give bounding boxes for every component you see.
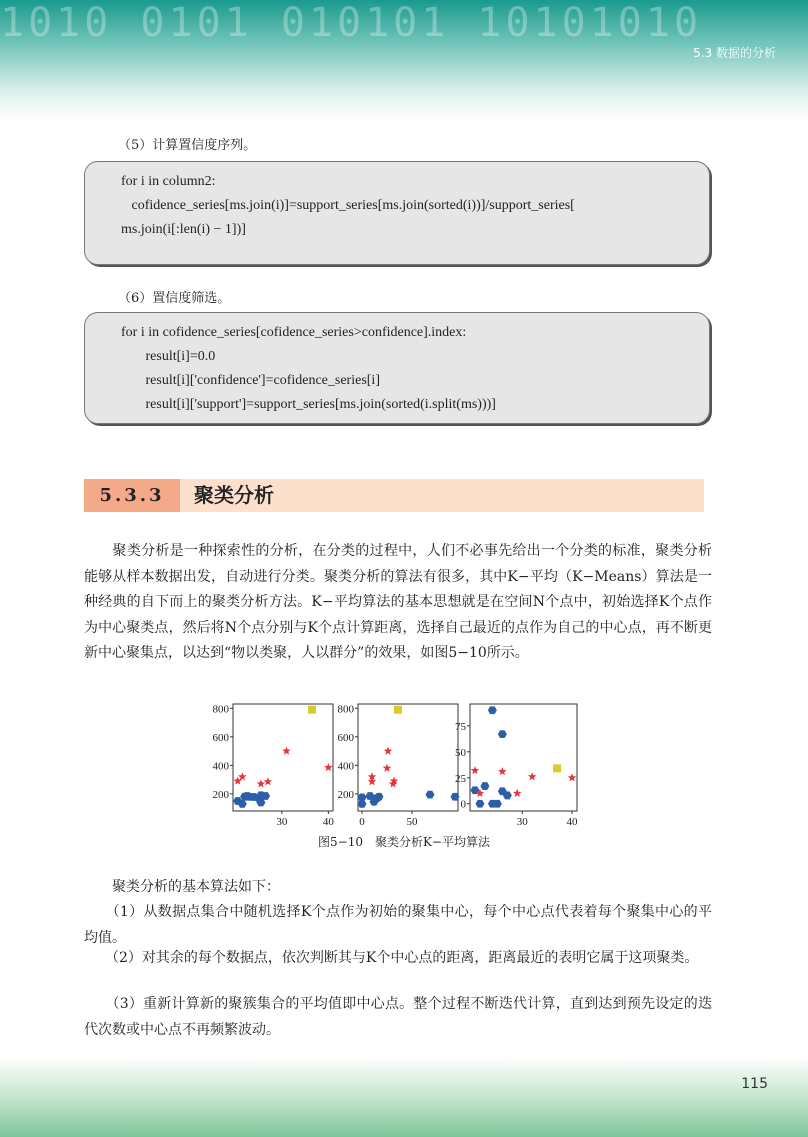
algorithm-intro: 聚类分析的基本算法如下： (84, 879, 280, 895)
code-line: result[i]['confidence']=cofidence_series[i] (121, 373, 380, 388)
section-number: 5.3.3 (84, 479, 180, 512)
scatter-panel-3 (455, 704, 578, 828)
y-tick-label: 25 (455, 772, 466, 785)
running-section-title: 5.3 数据的分析 (693, 46, 776, 60)
binary-watermark: 1010 0101 010101 10101010 (0, 0, 703, 46)
scatter-panel-1 (213, 703, 335, 828)
page-number: 115 (741, 1076, 768, 1092)
algorithm-step-1: （1）从数据点集合中随机选择K个点作为初始的聚集中心，每个中心点代表着每个聚集中心的平均值。 (84, 904, 712, 946)
x-tick-label: 40 (566, 816, 578, 828)
step-5-label: （5）计算置信度序列。 (118, 138, 257, 153)
x-tick-label: 40 (322, 816, 334, 828)
y-tick-label: 75 (455, 720, 466, 733)
y-tick-label: 800 (337, 703, 354, 716)
y-tick-label: 0 (460, 798, 466, 811)
code-line: result[i]=0.0 (121, 349, 216, 364)
x-tick-label: 50 (406, 816, 418, 828)
point-center (394, 706, 402, 714)
algorithm-step-2: （2）对其余的每个数据点，依次判断其与K个中心点的距离，距离最近的表明它属于这项聚类。 (84, 950, 699, 966)
code-line: result[i]['support']=support_series[ms.join(sorted(i.split(ms)))] (121, 397, 496, 412)
x-tick-label: 30 (516, 816, 528, 828)
code-line: ms.join(i[:len(i) − 1])] (121, 222, 246, 237)
page-footer-banner (0, 1057, 808, 1137)
figure-caption: 图5−10 聚类分析K−平均算法 (318, 835, 490, 849)
code-line: cofidence_series[ms.join(i)]=support_series[ms.join(sorted(i))]/support_series[ (121, 198, 575, 213)
scatter-panel-2 (338, 703, 460, 828)
code-block-2 (84, 312, 710, 424)
algorithm-step-3: （3）重新计算新的聚簇集合的平均值即中心点。整个过程不断迭代计算，直到达到预先设定的迭代次数或中心点不再频繁波动。 (84, 996, 712, 1038)
section-title: 聚类分析 (194, 483, 274, 507)
code-line: for i in column2: (121, 174, 216, 189)
y-tick-label: 400 (337, 760, 354, 773)
y-tick-label: 400 (212, 760, 229, 773)
point-center (308, 706, 316, 714)
point-center (553, 764, 561, 772)
y-tick-label: 200 (337, 788, 354, 801)
y-tick-label: 50 (455, 746, 466, 759)
x-tick-label: 0 (359, 816, 365, 828)
kmeans-figure (200, 698, 590, 828)
page-header-banner (0, 0, 808, 120)
code-line: for i in cofidence_series[cofidence_series>confidence].index: (121, 325, 467, 340)
y-tick-label: 600 (212, 731, 229, 744)
y-tick-label: 600 (337, 731, 354, 744)
x-tick-label: 30 (276, 816, 288, 828)
plot-frame (470, 704, 577, 811)
y-tick-label: 800 (212, 703, 229, 716)
step-6-label: （6）置信度筛选。 (118, 291, 231, 306)
intro-paragraph: 聚类分析是一种探索性的分析，在分类的过程中，人们不必事先给出一个分类的标准，聚类分析能够从样本数据出发，自动进行分类。聚类分析的算法有很多，其中K−平均（K−Means）算法是一种经典的自下而上的聚类分析方法。K−平均算法的基本思想就是在空间N个点中，初始选择K个点作为中心聚类点，然后将N个点分别与K个点计算距离，选择自己最近的点作为自己的中心点，再不断更新中心聚集点，以达到“物以类聚，人以群分”的效果，如图5−10所示。 (84, 543, 712, 661)
section-heading (84, 479, 704, 512)
code-block-1 (84, 161, 710, 265)
y-tick-label: 200 (212, 788, 229, 801)
